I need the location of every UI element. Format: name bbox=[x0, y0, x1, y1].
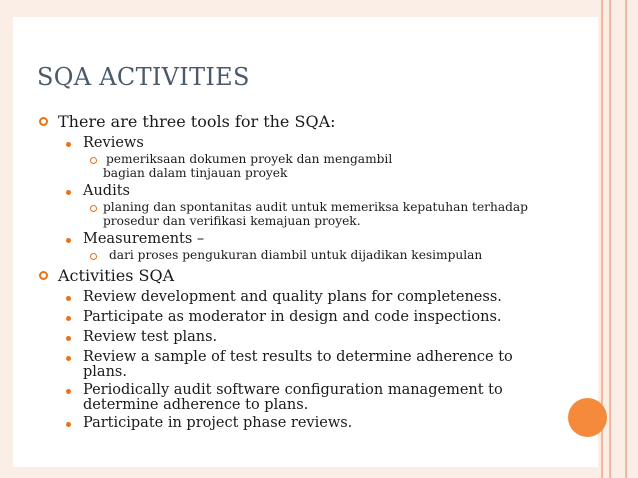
bullet-ring-small-icon bbox=[90, 157, 97, 164]
tool-reviews-detail: bagian dalam tinjauan proyek bbox=[103, 166, 288, 180]
activity-item-continued: plans. bbox=[83, 364, 127, 380]
bullet-dot-icon bbox=[66, 336, 71, 341]
decorative-circle-icon bbox=[568, 398, 607, 437]
activity-item: Review a sample of test results to determine adherence to bbox=[83, 349, 513, 365]
bullet-ring-small-icon bbox=[90, 253, 97, 260]
bullet-dot-icon bbox=[66, 356, 71, 361]
decorative-line bbox=[625, 0, 627, 478]
activity-item: Review development and quality plans for completeness. bbox=[83, 289, 502, 305]
bullet-ring-icon bbox=[39, 271, 48, 280]
bullet-ring-small-icon bbox=[90, 205, 97, 212]
slide-title: SQA ACTIVITIES bbox=[37, 63, 250, 91]
tool-reviews: Reviews bbox=[83, 135, 144, 151]
activity-item: Participate in project phase reviews. bbox=[83, 415, 353, 431]
bullet-dot-icon bbox=[66, 190, 71, 195]
activity-item: Periodically audit software configuration management to bbox=[83, 382, 503, 398]
activities-heading: Activities SQA bbox=[58, 266, 175, 285]
frame-left-band bbox=[0, 0, 13, 478]
bullet-dot-icon bbox=[66, 238, 71, 243]
bullet-dot-icon bbox=[66, 296, 71, 301]
bullet-dot-icon bbox=[66, 142, 71, 147]
tool-audits: Audits bbox=[83, 183, 130, 199]
tool-reviews-detail: pemeriksaan dokumen proyek dan mengambil bbox=[106, 152, 393, 166]
bullet-dot-icon bbox=[66, 422, 71, 427]
frame-bottom-band bbox=[0, 467, 638, 478]
bullet-dot-icon bbox=[66, 389, 71, 394]
activity-item-continued: determine adherence to plans. bbox=[83, 397, 309, 413]
activity-item: Participate as moderator in design and code inspections. bbox=[83, 309, 502, 325]
tool-measurements: Measurements – bbox=[83, 231, 205, 247]
frame-top-band bbox=[0, 0, 638, 17]
tool-audits-detail: prosedur dan verifikasi kemajuan proyek. bbox=[103, 214, 361, 228]
tool-measurements-detail: dari proses pengukuran diambil untuk dijadikan kesimpulan bbox=[109, 248, 483, 262]
decorative-line bbox=[609, 0, 611, 478]
intro-text: There are three tools for the SQA: bbox=[58, 112, 336, 131]
activity-item: Review test plans. bbox=[83, 329, 218, 345]
tool-audits-detail: planing dan spontanitas audit untuk memeriksa kepatuhan terhadap bbox=[103, 200, 528, 214]
bullet-dot-icon bbox=[66, 316, 71, 321]
bullet-ring-icon bbox=[39, 117, 48, 126]
